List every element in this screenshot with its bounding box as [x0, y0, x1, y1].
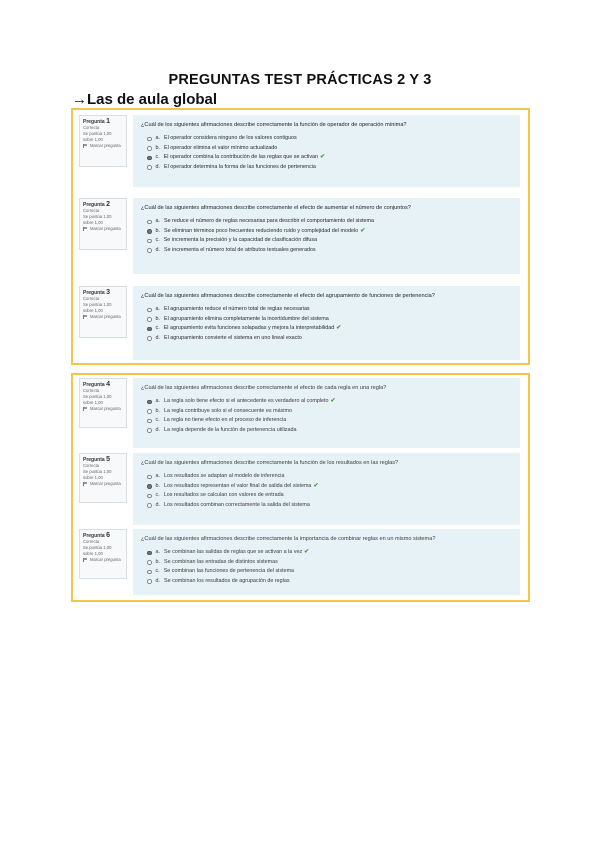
answer-option[interactable]	[141, 163, 514, 173]
option-text: Se incrementa el número total de atributos textuales generados	[164, 246, 316, 253]
question-content	[133, 115, 520, 187]
question-content	[133, 198, 520, 274]
radio-button[interactable]	[147, 503, 152, 508]
question-number-value: 1	[106, 118, 110, 125]
answer-option[interactable]	[141, 305, 514, 315]
check-icon: ✔	[336, 325, 342, 331]
option-text: La regla depende de la función de pertenencia utilizada	[164, 426, 297, 433]
flag-icon	[83, 407, 88, 411]
radio-button[interactable]	[147, 220, 152, 225]
radio-button[interactable]	[147, 551, 152, 556]
option-letter: d.	[155, 577, 160, 584]
question-status: Correcta	[83, 539, 100, 544]
option-text: Se combinan los resultados de agrupación de reglas	[164, 577, 290, 584]
option-letter: d.	[155, 501, 160, 508]
option-letter: c.	[155, 568, 160, 574]
question-content	[133, 453, 520, 525]
radio-button[interactable]	[147, 428, 152, 433]
option-letter: b.	[155, 407, 160, 414]
flag-label: Marcar pregunta	[90, 406, 121, 411]
option-letter: a.	[155, 306, 160, 312]
radio-button[interactable]	[147, 400, 152, 405]
document-subtitle: →Las de aula global	[72, 91, 218, 108]
question-block	[77, 286, 524, 360]
option-letter: a.	[155, 549, 160, 555]
answer-option[interactable]	[141, 548, 514, 558]
option-text: Los resultados se adaptan al modelo de inferencia	[164, 473, 285, 479]
option-text: Los resultados combinan correctamente la salida del sistema	[164, 501, 310, 508]
question-block	[77, 529, 524, 595]
option-text: El agrupamiento reduce el número total de reglas necesarias	[164, 306, 310, 312]
flag-icon	[83, 227, 88, 231]
option-letter: c.	[155, 154, 160, 160]
answer-option[interactable]	[141, 334, 514, 344]
answer-option[interactable]	[141, 134, 514, 144]
question-score: Se puntúa 1,00 sobre 1,00	[83, 214, 112, 225]
flag-question-link[interactable]	[83, 143, 123, 149]
option-text: Los resultados representan el valor final de salida del sistema	[164, 482, 312, 489]
question-content	[133, 378, 520, 448]
option-text: El operador determina la forma de las funciones de pertenencia	[164, 163, 316, 170]
flag-icon	[83, 144, 88, 148]
answer-option[interactable]	[141, 236, 514, 246]
option-letter: c.	[155, 492, 160, 498]
flag-icon	[83, 315, 88, 319]
option-text: Los resultados se calculan con valores de entrada	[163, 492, 284, 498]
flag-label: Marcar pregunta	[90, 481, 121, 486]
radio-button[interactable]	[147, 336, 152, 341]
flag-question-link[interactable]	[83, 406, 123, 412]
question-info	[79, 286, 127, 338]
radio-button[interactable]	[147, 579, 152, 584]
question-text: ¿Cuál de las siguientes afirmaciones describe correctamente la importancia de combinar reglas en un mismo sistema?	[141, 536, 436, 542]
question-info	[79, 115, 127, 167]
answer-option[interactable]	[141, 577, 514, 587]
question-label: Pregunta	[83, 202, 105, 208]
question-status: Correcta	[83, 125, 100, 130]
option-letter: a.	[155, 398, 160, 404]
option-letter: c.	[155, 417, 160, 423]
answer-option[interactable]	[141, 491, 514, 501]
option-text: El agrupamiento convierte el sistema en uno lineal exacto	[164, 334, 302, 341]
radio-button[interactable]	[147, 248, 152, 253]
question-info	[79, 453, 127, 503]
answer-option[interactable]	[141, 416, 514, 426]
question-status: Correcta	[83, 208, 100, 213]
question-label: Pregunta	[83, 290, 105, 296]
option-text: La regla contribuye solo si el consecuente es máximo	[164, 407, 292, 414]
radio-button[interactable]	[147, 419, 152, 424]
check-icon: ✔	[320, 154, 326, 160]
question-label: Pregunta	[83, 382, 105, 388]
question-text: ¿Cuál de las siguientes afirmaciones describe correctamente el efecto de aumentar el número de conjuntos?	[141, 205, 411, 211]
answer-option[interactable]	[141, 482, 514, 492]
flag-question-link[interactable]	[83, 226, 123, 232]
option-text: Se combinan las entradas de distintos sistemas	[164, 558, 278, 565]
option-text: Se incrementa la precisión y la capacidad de clasificación difusa	[163, 237, 318, 243]
question-score: Se puntúa 1,00 sobre 1,00	[83, 394, 112, 405]
radio-button[interactable]	[147, 570, 152, 575]
option-text: La regla solo tiene efecto si el antecedente es verdadero al completo	[164, 398, 329, 404]
answer-option[interactable]	[141, 246, 514, 256]
question-number-value: 3	[106, 289, 110, 296]
answer-option[interactable]	[141, 567, 514, 577]
screenshot-frame-2	[71, 373, 530, 602]
option-letter: c.	[155, 237, 160, 243]
answer-option[interactable]	[141, 501, 514, 511]
answer-option[interactable]	[141, 407, 514, 417]
answer-option[interactable]	[141, 144, 514, 154]
flag-label: Marcar pregunta	[90, 557, 121, 562]
option-text: Se combinan las funciones de pertenencia del sistema	[163, 568, 295, 574]
flag-label: Marcar pregunta	[90, 314, 121, 319]
option-letter: b.	[155, 227, 160, 234]
option-letter: d.	[155, 163, 160, 170]
question-info	[79, 378, 127, 428]
radio-button[interactable]	[147, 327, 152, 332]
check-icon: ✔	[330, 398, 336, 404]
question-info	[79, 529, 127, 579]
question-number-value: 5	[106, 456, 110, 463]
radio-button[interactable]	[147, 560, 152, 565]
screenshot-frame-1	[71, 108, 530, 365]
question-label: Pregunta	[83, 457, 105, 463]
question-block	[77, 198, 524, 274]
option-text: Se eliminan términos poco frecuentes reduciendo ruido y complejidad del modelo	[164, 227, 359, 234]
answer-option[interactable]	[141, 315, 514, 325]
option-letter: a.	[155, 218, 160, 224]
question-text: ¿Cuál de las siguientes afirmaciones describe correctamente la función de los resultados en las reglas?	[141, 460, 399, 466]
option-letter: a.	[155, 473, 160, 479]
option-text: Se combinan las salidas de reglas que se activan a la vez	[164, 549, 303, 555]
flag-icon	[83, 482, 88, 486]
flag-question-link[interactable]	[83, 481, 123, 487]
check-icon: ✔	[304, 549, 310, 555]
question-status: Correcta	[83, 463, 100, 468]
question-status: Correcta	[83, 296, 100, 301]
answer-option[interactable]	[141, 426, 514, 436]
option-text: La regla no tiene efecto en el proceso de inferencia	[163, 417, 287, 423]
check-icon: ✔	[313, 482, 319, 489]
flag-question-link[interactable]	[83, 557, 123, 563]
option-text: El operador elimina el valor mínimo actualizado	[164, 144, 278, 151]
question-score: Se puntúa 1,00 sobre 1,00	[83, 545, 112, 556]
question-score: Se puntúa 1,00 sobre 1,00	[83, 469, 112, 480]
check-icon: ✔	[360, 227, 366, 234]
question-label: Pregunta	[83, 533, 105, 539]
document-title: PREGUNTAS TEST PRÁCTICAS 2 Y 3	[168, 72, 432, 88]
option-text: Se reduce el número de reglas necesarias para describir el comportamiento del sistema	[164, 218, 375, 224]
answer-option[interactable]	[141, 324, 514, 334]
question-text: ¿Cuál de las siguientes afirmaciones describe correctamente el efecto del agrupamiento de funciones de pertenencia?	[141, 293, 435, 299]
question-status: Correcta	[83, 388, 100, 393]
radio-button[interactable]	[147, 165, 152, 170]
option-letter: a.	[155, 135, 160, 141]
option-letter: b.	[155, 144, 160, 151]
option-letter: b.	[155, 315, 160, 322]
question-text: ¿Cuál de las siguientes afirmaciones describe correctamente el efecto de cada regla en una regla?	[141, 385, 387, 391]
radio-button[interactable]	[147, 308, 152, 313]
flag-question-link[interactable]	[83, 314, 123, 320]
option-letter: b.	[155, 558, 160, 565]
answer-option[interactable]	[141, 153, 514, 163]
radio-button[interactable]	[147, 409, 152, 414]
answer-option[interactable]	[141, 227, 514, 237]
answer-option[interactable]	[141, 472, 514, 482]
option-letter: d.	[155, 246, 160, 253]
question-content	[133, 529, 520, 595]
question-number-value: 2	[106, 201, 110, 208]
option-letter: d.	[155, 426, 160, 433]
question-block	[77, 453, 524, 525]
option-letter: c.	[155, 325, 160, 331]
radio-button[interactable]	[147, 475, 152, 480]
question-score: Se puntúa 1,00 sobre 1,00	[83, 131, 112, 142]
radio-button[interactable]	[147, 156, 152, 161]
question-number-value: 6	[106, 532, 110, 539]
option-text: El agrupamiento elimina completamente la incertidumbre del sistema	[164, 315, 329, 322]
flag-label: Marcar pregunta	[90, 226, 121, 231]
question-text: ¿Cuál de los siguientes afirmaciones describe correctamente la función de operador de operación mínima?	[141, 122, 407, 128]
option-text: El agrupamiento evita funciones solapadas y mejora la interpretabilidad	[163, 325, 335, 331]
question-score: Se puntúa 1,00 sobre 1,00	[83, 302, 112, 313]
flag-label: Marcar pregunta	[90, 143, 121, 148]
option-text: El operador considera ninguno de los valores contiguos	[164, 135, 297, 141]
radio-button[interactable]	[147, 229, 152, 234]
flag-icon	[83, 558, 88, 562]
option-letter: d.	[155, 334, 160, 341]
question-block	[77, 115, 524, 187]
answer-option[interactable]	[141, 217, 514, 227]
question-content	[133, 286, 520, 360]
radio-button[interactable]	[147, 239, 152, 244]
answer-option[interactable]	[141, 558, 514, 568]
radio-button[interactable]	[147, 484, 152, 489]
question-block	[77, 378, 524, 448]
question-label: Pregunta	[83, 119, 105, 125]
question-info	[79, 198, 127, 250]
option-letter: b.	[155, 482, 160, 489]
radio-button[interactable]	[147, 137, 152, 142]
radio-button[interactable]	[147, 317, 152, 322]
radio-button[interactable]	[147, 494, 152, 499]
answer-option[interactable]	[141, 397, 514, 407]
question-number-value: 4	[106, 381, 110, 388]
radio-button[interactable]	[147, 146, 152, 151]
option-text: El operador combina la contribución de las reglas que se activan	[163, 154, 319, 160]
